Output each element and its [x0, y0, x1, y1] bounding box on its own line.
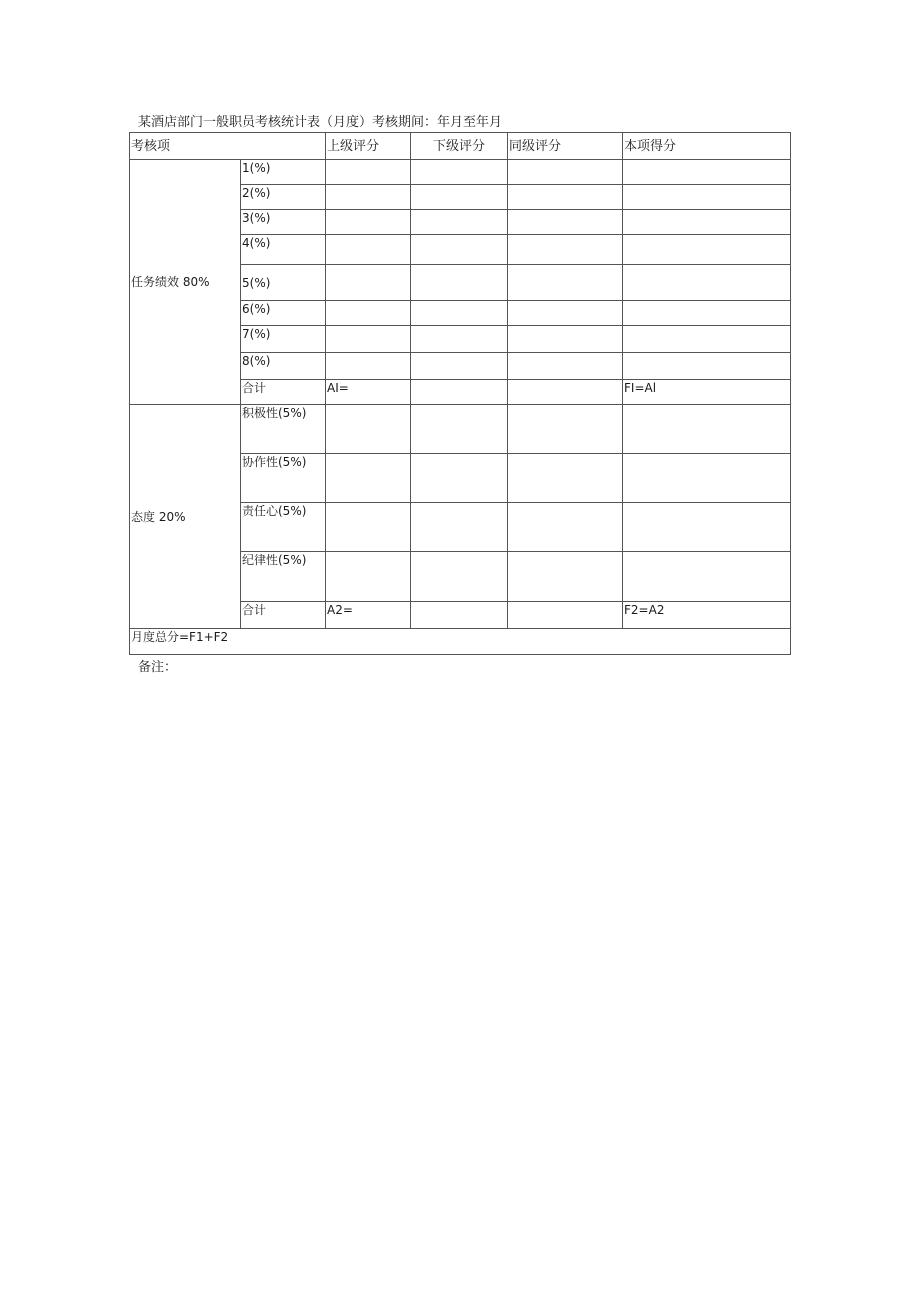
- cell: [623, 326, 791, 353]
- task-item-label: 1(%): [241, 160, 326, 185]
- cell: [411, 326, 508, 353]
- cell: [508, 454, 623, 503]
- cell: [508, 301, 623, 326]
- cell: [411, 552, 508, 602]
- cell: [623, 353, 791, 380]
- cell: [326, 301, 411, 326]
- cell: [411, 160, 508, 185]
- header-superior: 上级评分: [326, 133, 411, 160]
- cell: [326, 160, 411, 185]
- attitude-item-label: 纪律性(5%): [241, 552, 326, 602]
- cell: [508, 552, 623, 602]
- cell: [623, 301, 791, 326]
- cell: [411, 380, 508, 405]
- task-item-label: 6(%): [241, 301, 326, 326]
- cell: [508, 405, 623, 454]
- cell: [411, 353, 508, 380]
- cell: [411, 235, 508, 265]
- cell: [326, 235, 411, 265]
- cell: [326, 552, 411, 602]
- cell: [623, 265, 791, 301]
- attitude-label: 态度 20%: [130, 405, 241, 629]
- task-item-label: 2(%): [241, 185, 326, 210]
- attitude-total-superior: A2=: [326, 602, 411, 629]
- cell: [326, 265, 411, 301]
- cell: [508, 380, 623, 405]
- attitude-total-label: 合计: [241, 602, 326, 629]
- task-item-label: 3(%): [241, 210, 326, 235]
- cell: [326, 210, 411, 235]
- cell: [508, 503, 623, 552]
- task-performance-label: 任务绩效 80%: [130, 160, 241, 405]
- task-total-superior: AI=: [326, 380, 411, 405]
- cell: [508, 185, 623, 210]
- cell: [411, 185, 508, 210]
- task-item-label: 7(%): [241, 326, 326, 353]
- header-item: 考核项: [130, 133, 326, 160]
- cell: [411, 265, 508, 301]
- cell: [508, 265, 623, 301]
- cell: [623, 210, 791, 235]
- cell: [508, 160, 623, 185]
- attitude-item-label: 积极性(5%): [241, 405, 326, 454]
- header-peer: 同级评分: [508, 133, 623, 160]
- cell: [623, 235, 791, 265]
- cell: [508, 326, 623, 353]
- attitude-total-score: F2=A2: [623, 602, 791, 629]
- cell: [623, 454, 791, 503]
- attitude-item-label: 责任心(5%): [241, 503, 326, 552]
- cell: [411, 405, 508, 454]
- task-total-score: FI=Al: [623, 380, 791, 405]
- task-item-label: 8(%): [241, 353, 326, 380]
- cell: [326, 353, 411, 380]
- attitude-item-label: 协作性(5%): [241, 454, 326, 503]
- header-subordinate: 下级评分: [411, 133, 508, 160]
- cell: [326, 503, 411, 552]
- header-row: [130, 133, 791, 160]
- cell: [623, 405, 791, 454]
- header-score: 本项得分: [623, 133, 791, 160]
- cell: [326, 454, 411, 503]
- cell: [623, 160, 791, 185]
- cell: [508, 235, 623, 265]
- cell: [623, 552, 791, 602]
- remark-label: 备注：: [138, 660, 178, 675]
- cell: [326, 185, 411, 210]
- monthly-total-row: [130, 629, 791, 655]
- cell: [623, 185, 791, 210]
- cell: [411, 210, 508, 235]
- attitude-row-1: [130, 405, 791, 454]
- cell: [508, 353, 623, 380]
- task-item-label: 4(%): [241, 235, 326, 265]
- appraisal-table: [129, 132, 791, 655]
- document-title: 某酒店部门一般职员考核统计表（月度）考核期间：年月至年月: [138, 115, 503, 130]
- cell: [508, 210, 623, 235]
- cell: [411, 454, 508, 503]
- task-item-label: 5(%): [241, 265, 326, 301]
- cell: [411, 602, 508, 629]
- cell: [508, 602, 623, 629]
- cell: [411, 503, 508, 552]
- cell: [623, 503, 791, 552]
- cell: [326, 326, 411, 353]
- cell: [411, 301, 508, 326]
- task-row-1: [130, 160, 791, 185]
- task-total-label: 合计: [241, 380, 326, 405]
- monthly-total: 月度总分=F1+F2: [130, 629, 791, 655]
- cell: [326, 405, 411, 454]
